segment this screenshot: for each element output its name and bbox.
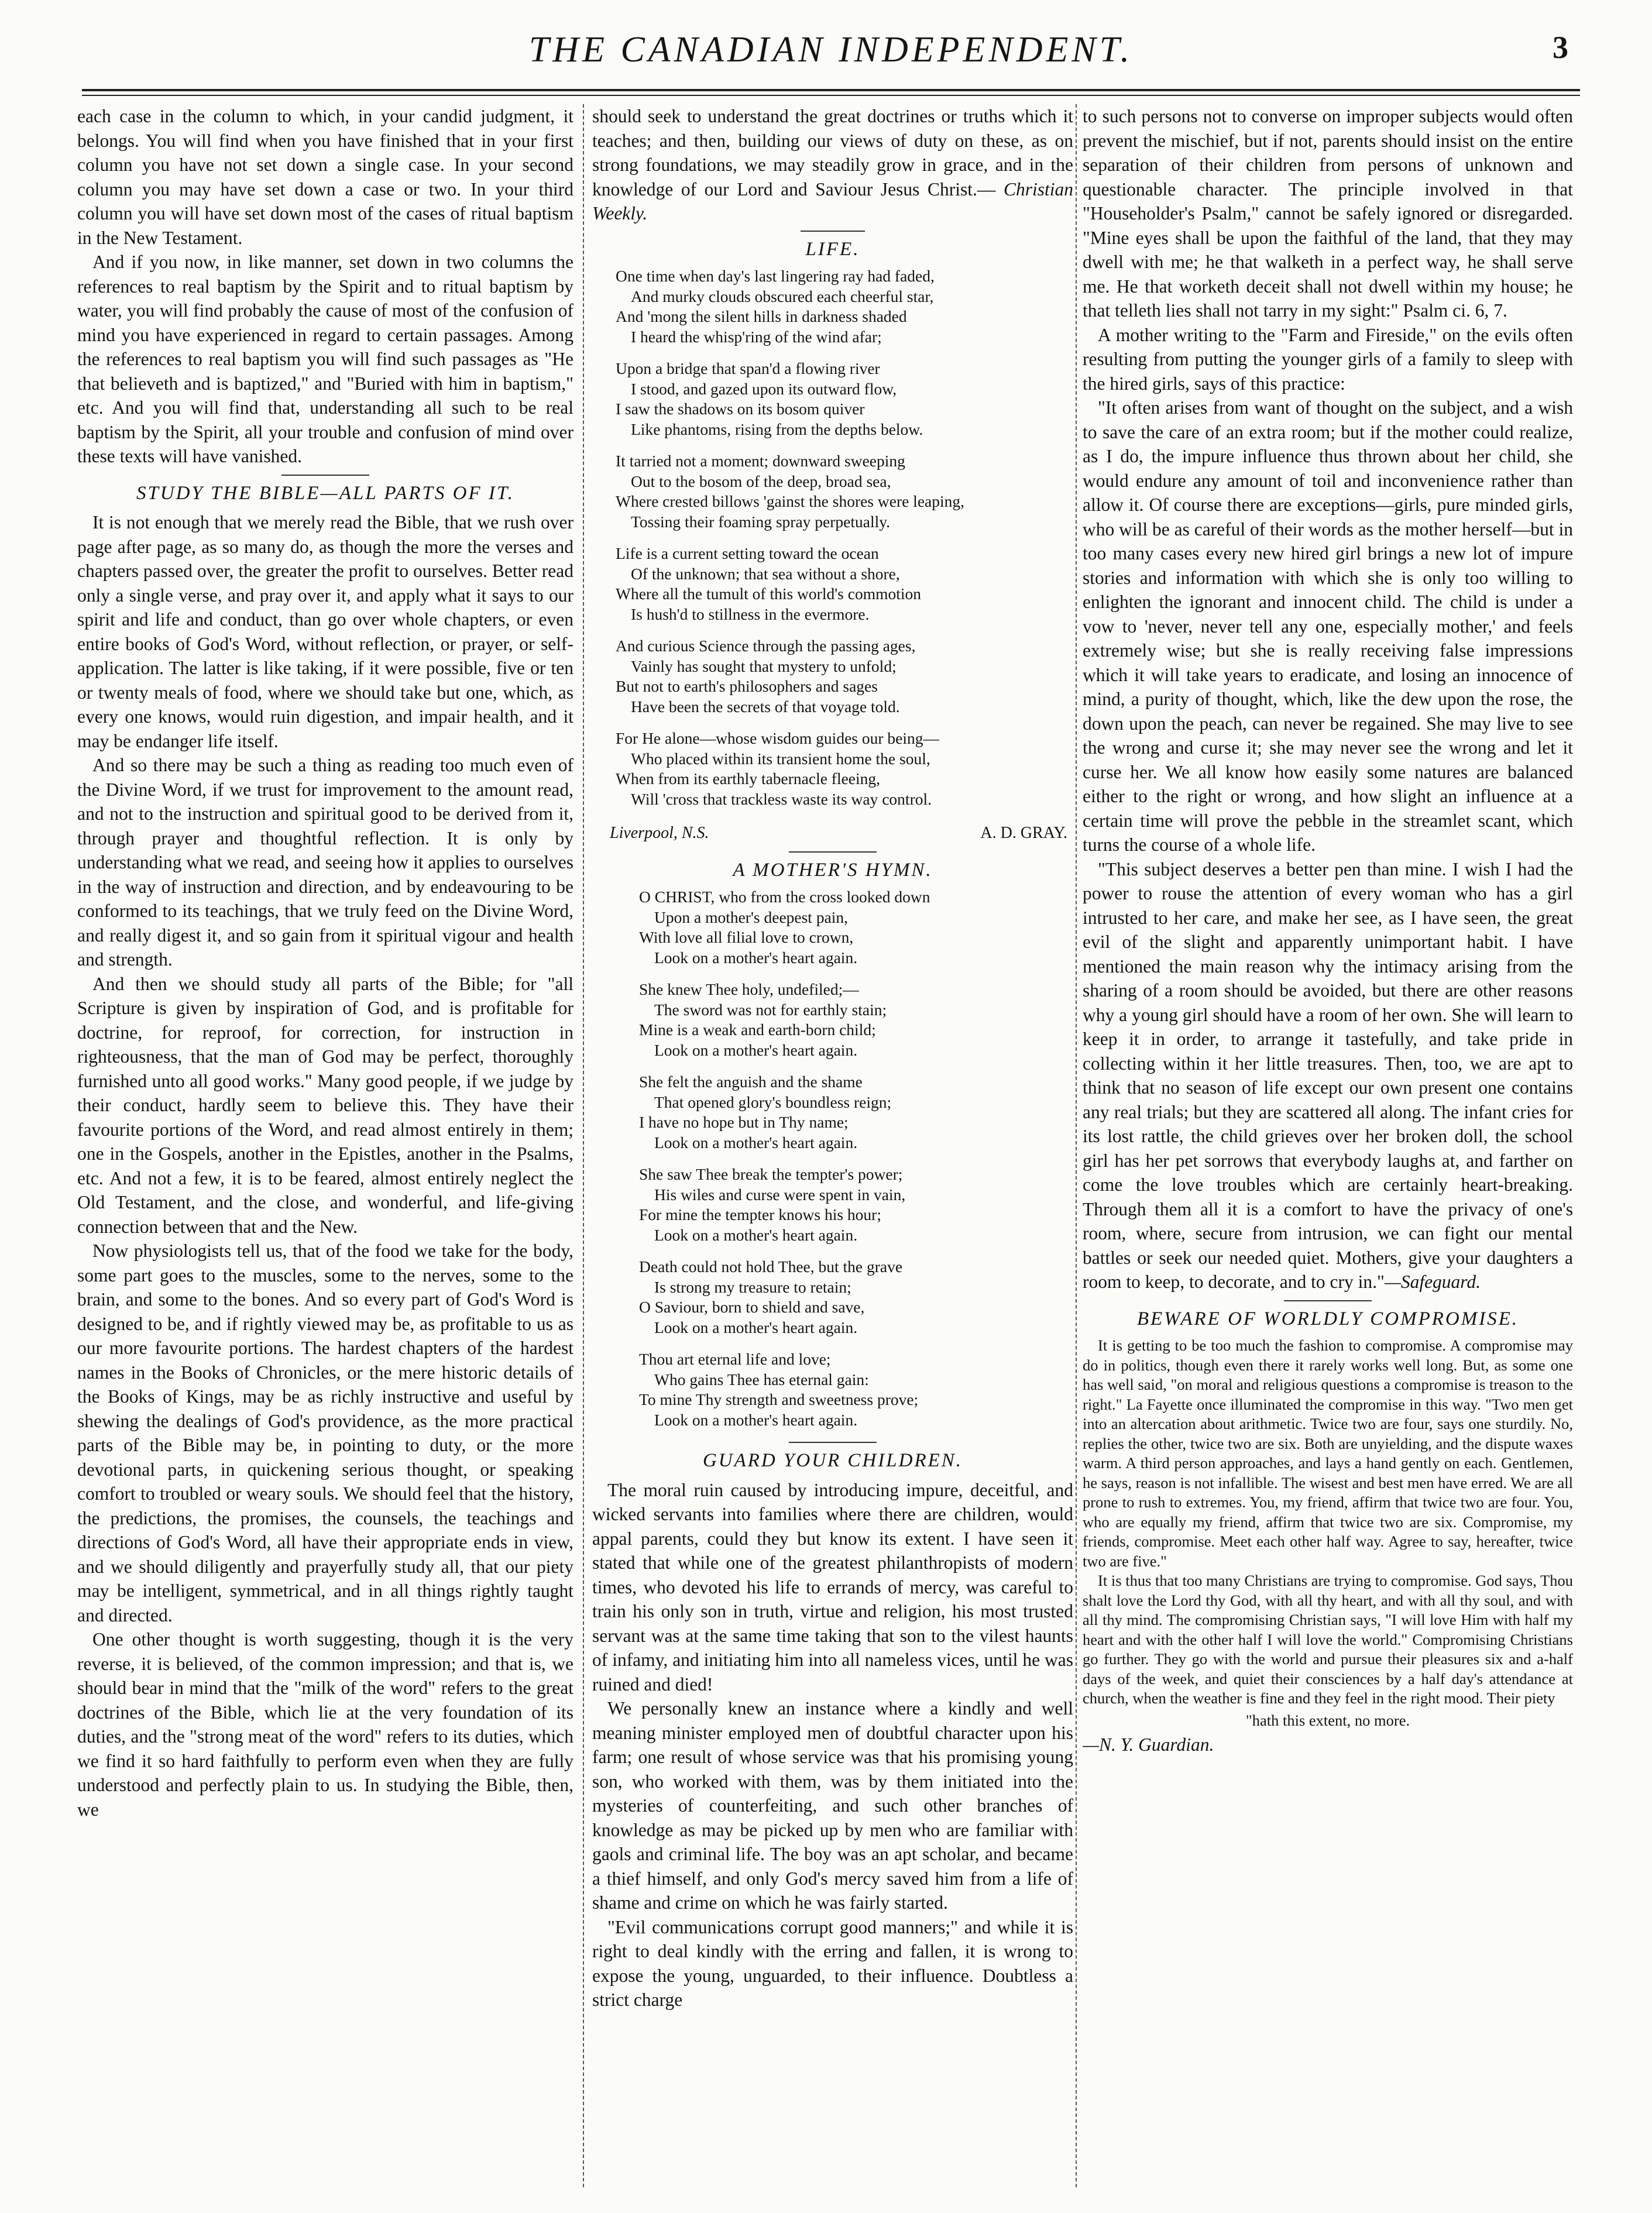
column-3 xyxy=(1083,104,1573,2187)
poem-signature xyxy=(592,821,1073,846)
verse-line: With love all filial love to crown, xyxy=(639,928,854,946)
article-heading-worldly-compromise: BEWARE OF WORLDLY COMPROMISE. xyxy=(1136,1308,1519,1329)
verse-line: She felt the anguish and the shame xyxy=(639,1073,863,1091)
verse-line: Is hush'd to stillness in the evermore. xyxy=(631,604,870,623)
paragraph xyxy=(1083,857,1573,1294)
verse-line: Look on a mother's heart again. xyxy=(654,1410,858,1429)
paragraph: The moral ruin caused by introducing impure, deceitful, and wicked servants into families where there are children, would appal parents, could they but know its extent. I have seen it stated that while one of the greatest philanthropists of modern times, who devoted his life to errands of mercy, was careful to train his only son in truth, virtue and religion, his most trusted servant was at the same time taking that son to the vilest haunts of infamy, and initiating him into all nameless vices, until he was ruined and died! xyxy=(592,1479,1073,1695)
stanza xyxy=(592,359,1073,439)
paragraph-text: "This subject deserves a better pen than mine. I wish I had the power to rouse the attention of every woman who has a girl intrusted to her care, and make her see, as I have seen, the great evil of the slight and apparently unimportant habit. I have mentioned the main reason why the intimacy arising from the sharing of a room should be avoided, but there are other reasons why a young girl should have a room of her own. She will learn to keep it in order, to arrange it tastefully, and take pride in collecting within it her little treasures. Then, too, we are apt to think that no season of life except our own present one contains any real trials; but they are scattered all along. The infant cries for its lost rattle, the child grieves over her broken doll, the school girl has her pet sorrows that everybody laughs at, and farther on come the love troubles which are certainly heart-breaking. Through them all it is a comfort to have the privacy of one's room, where, secure from intrusion, we can fight our mental battles or seek our needed quiet. Mothers, give your daughters a room to keep, to decorate, and to cry in." xyxy=(1083,858,1573,1292)
verse-line: She saw Thee break the tempter's power; xyxy=(639,1165,903,1183)
separator xyxy=(801,231,865,232)
verse-line: Look on a mother's heart again. xyxy=(654,1318,858,1336)
stanza xyxy=(592,266,1073,347)
verse-line: Thou art eternal life and love; xyxy=(639,1350,831,1368)
verse-line: And murky clouds obscured each cheerful star, xyxy=(631,287,934,305)
verse-line: I heard the whisp'ring of the wind afar; xyxy=(631,327,882,346)
paragraph: And then we should study all parts of the Bible; for "all Scripture is given by inspiration of God, and is profitable for doctrine, for reproof, for correction, for instruction in righteousness, that the man of God may be perfect, thoroughly furnished unto all good works." Many good people, if we judge by their conduct, hardly seem to believe this. They have their favourite portions of the Word, and read almost entirely in them; one in the Gospels, another in the Epistles, another in the Psalms, etc. And not a few, it is to be feared, almost entirely neglect the Old Testament, and the close, and wonderful, and life-giving connection between that and the New. xyxy=(77,973,573,1237)
paragraph: A mother writing to the "Farm and Fireside," on the evils often resulting from putting the younger girls of a family to sleep with the hired girls, says of this practice: xyxy=(1083,324,1573,394)
poem-place: Liverpool, N.S. xyxy=(610,824,709,842)
verse-line: Look on a mother's heart again. xyxy=(654,1225,858,1244)
verse-line: It tarried not a moment; downward sweeping xyxy=(616,452,905,470)
verse-line: Will 'cross that trackless waste its way control. xyxy=(631,789,932,808)
paragraph: We personally knew an instance where a kindly and well meaning minister employed men of doubtful character upon his farm; one result of whose service was that his promising young son, who worked with them, was by them initiated into the mysteries of counterfeiting, and such other branches of knowledge as may be picked up by men who are familiar with gaols and criminal life. The boy was an apt scholar, and became a thief himself, and only God's mercy saved him from a life of shame and crime on which he was fairly started. xyxy=(592,1698,1073,1913)
stanza xyxy=(592,1164,1073,1245)
verse-line: Who placed within its transient home the soul, xyxy=(631,749,930,768)
stanza xyxy=(592,1257,1073,1338)
verse-line: One time when day's last lingering ray had faded, xyxy=(616,267,935,285)
stanza xyxy=(592,1349,1073,1430)
verse-line: Is strong my treasure to retain; xyxy=(654,1277,851,1296)
column-divider xyxy=(1076,104,1077,2187)
poem-title: LIFE. xyxy=(805,238,860,260)
page-number: 3 xyxy=(1553,30,1568,65)
masthead-rule-thin xyxy=(82,95,1580,96)
paragraph: "It often arises from want of thought on the subject, and a wish to save the care of an extra room; but if the mother could realize, as I do, the impure influence thus thrown about her child, she would endure any amount of toil and inconvenience rather than allow it. Of course there are exceptions—girls, pure minded girls, who will be as careful of their words as the mother herself—but in too many cases every new hired girl brings a new lot of impure stories and information with which she is only too willing to enlighten the ignorant and innocent child. The child is under a vow to 'never, never tell any one, especially mother,' and feels extremely wise; but she is really receiving false impressions which it will take years to eradicate, and losing an innocence of mind, a purity of thought, which, like the dew upon the rose, the down upon the peach, can never be regained. She may live to see the wrong and curse it; she may never see the wrong and let it curse her. We all know how easily some natures are balanced either to the right or wrong, and how slight an influence at a certain time will prove the pebble in the streamlet scant, which turns the course of a whole life. xyxy=(1083,397,1573,855)
page-title: THE CANADIAN INDEPENDENT. xyxy=(528,30,1134,70)
paragraph: And if you now, in like manner, set down in two columns the references to real baptism by the Spirit and to ritual baptism by water, you will find probably the cause of most of the confusion of mind you have experienced in regard to certain passages. Among the references to real baptism you will find such passages as "He that believeth and is baptized," and "Buried with him in baptism," etc. And you will find that, understanding all such to be real baptism by the Spirit, all your trouble and confusion of mind over these texts will have vanished. xyxy=(77,252,573,466)
poem-life xyxy=(592,266,1073,809)
verse-line: Mine is a weak and earth-born child; xyxy=(639,1020,876,1039)
verse-line: Have been the secrets of that voyage told. xyxy=(631,697,900,716)
paragraph-text: should seek to understand the great doctrines or truths which it teaches; and then, building our views of duty on these, as on strong foundations, we may steadily grow in grace, and in the knowledge of our Lord and Saviour Jesus Christ. xyxy=(592,106,1073,200)
verse-line: Look on a mother's heart again. xyxy=(654,1133,858,1152)
verse-line: Life is a current setting toward the ocean xyxy=(616,544,879,562)
poem-author: A. D. GRAY. xyxy=(980,824,1067,842)
separator xyxy=(1284,1300,1372,1301)
quotation-line: "hath this extent, no more. xyxy=(1245,1711,1410,1729)
paragraph: "Evil communications corrupt good manners;" and while it is right to deal kindly with the erring and fallen, it is wrong to expose the young, unguarded, to their influence. Doubtless a strict charge xyxy=(592,1916,1073,2010)
paragraph: And so there may be such a thing as reading too much even of the Divine Word, if we trust for improvement to the amount read, and not to the instruction and spiritual good to be derived from it, through prayer and thoughtful reflection. It is only by understanding what we read, and seeing how it applies to ourselves in the way of instruction and direction, and by endeavouring to be conformed to its teachings, that we truly feed on the Divine Word, and really digest it, and so gain from it spiritual vigour and health and strength. xyxy=(77,755,573,970)
verse-line: O Saviour, born to shield and save, xyxy=(639,1298,865,1316)
source-credit: —Safeguard. xyxy=(1384,1272,1481,1292)
separator xyxy=(789,851,877,853)
verse-line: Upon a bridge that span'd a flowing river xyxy=(616,359,880,377)
paragraph: each case in the column to which, in your candid judgment, it belongs. You will find when you have finished that in your first column you have not set down a single case. In your second column you may have set down a case or two. In your third column you will have set down most of the cases of ritual baptism in the New Testament. xyxy=(77,106,573,248)
verse-line: But not to earth's philosophers and sages xyxy=(616,677,878,695)
stanza xyxy=(592,636,1073,717)
masthead xyxy=(82,25,1580,83)
verse-line: Look on a mother's heart again. xyxy=(654,1040,858,1059)
verse-line: O CHRIST, who from the cross looked down xyxy=(639,888,930,906)
paragraph: It is getting to be too much the fashion to compromise. A compromise may do in politics, though even there it rarely works well long. But, as some one has well said, "on moral and religious questions a compromise is treason to the right." La Fayette once illuminated the compromise in this way. "Two men get into an altercation about arithmetic. Twice two are four, says one sturdily. No, replies the other, twice two are six. Both are unyielding, and the dispute waxes warm. A third person approaches, and lays a hand gently on each. Gentlemen, he says, reason is not infallible. The wisest and best men have erred. We are all prone to rush to extremes. You, my friend, affirm that twice two are four. You, who are equally my friend, affirm that twice two are six. Compromise, my friends, compromise. Meet each other half way. Agree to say, hereafter, twice two are five." xyxy=(1083,1336,1573,1570)
verse-line: The sword was not for earthly stain; xyxy=(654,1000,887,1019)
verse-line: For mine the tempter knows his hour; xyxy=(639,1205,881,1224)
verse-line: I have no hope but in Thy name; xyxy=(639,1113,849,1131)
verse-line: Where all the tumult of this world's commotion xyxy=(616,585,922,603)
verse-line: Upon a mother's deepest pain, xyxy=(654,908,849,926)
verse-line: Out to the bosom of the deep, broad sea, xyxy=(631,472,891,490)
verse-line: She knew Thee holy, undefiled;— xyxy=(639,980,859,998)
source-credit: Christian Weekly. xyxy=(592,178,1073,224)
paragraph: should seek to understand the great doctrines or truths which it teaches; and then, building our views of duty on these, as on strong foundations, we may steadily grow in grace, and in the knowledge of our Lord and Saviour Jesus Christ.— Christian Weekly. xyxy=(592,106,1073,224)
compromise-article xyxy=(1083,1336,1573,1757)
verse-line: Death could not hold Thee, but the grave xyxy=(639,1257,903,1276)
hymn-mothers xyxy=(592,887,1073,1430)
column-2 xyxy=(592,104,1073,2187)
verse-line: To mine Thy strength and sweetness prove; xyxy=(639,1390,919,1408)
separator xyxy=(789,1442,877,1443)
hymn-title: A MOTHER'S HYMN. xyxy=(733,859,933,881)
verse-line: Look on a mother's heart again. xyxy=(654,948,858,967)
verse-line: I stood, and gazed upon its outward flow, xyxy=(631,379,897,398)
verse-line: And 'mong the silent hills in darkness shaded xyxy=(616,307,907,325)
verse-line: And curious Science through the passing ages, xyxy=(616,637,916,655)
paragraph: It is thus that too many Christians are trying to compromise. God says, Thou shalt love the Lord thy God, with all thy heart, and with all thy soul, and with all thy mind. The compromising Christian says, "I will love Him with half my heart and with the other half I will love the world." Compromising Christians go further. They go with the world and pursue their pleasures six and a-half days of the week, and quiet their consciences by a half day's attendance at church, when the weather is fine and they feel in the right mood. Their piety xyxy=(1083,1572,1573,1707)
verse-line: Like phantoms, rising from the depths below. xyxy=(631,420,923,438)
paragraph: It is not enough that we merely read the Bible, that we rush over page after page, as so many do, as though the more the verses and chapters passed over, the greater the profit to ourselves. Better read only a single verse, and pray over it, and apply what it says to our spirit and life and conduct, than go over whole chapters, or even entire books of God's Word, without reflection, or prayer, or self-application. The latter is like taking, if it were possible, five or ten or twenty meals of food, where we should take but one, which, as every one knows, would ruin digestion, and impair health, and it may be endanger life itself. xyxy=(77,512,573,751)
verse-line: Where crested billows 'gainst the shores were leaping, xyxy=(616,492,965,510)
masthead-rule-thick xyxy=(82,89,1580,91)
verse-line: Who gains Thee has eternal gain: xyxy=(654,1370,869,1389)
stanza xyxy=(592,1072,1073,1153)
verse-line: When from its earthly tabernacle fleeing, xyxy=(616,769,881,788)
verse-line: Tossing their foaming spray perpetually. xyxy=(631,512,891,531)
source-credit: —N. Y. Guardian. xyxy=(1083,1734,1214,1755)
verse-line: For He alone—whose wisdom guides our being— xyxy=(616,729,939,747)
paragraph: One other thought is worth suggesting, though it is the very reverse, it is believed, of the common impression; and that is, we should bear in mind that the "milk of the word" refers to the great doctrines of the Bible, which lie at the very foundation of its duties, and the "strong meat of the word" refers to its duties, which we find it so hard faithfully to perform even when they are fully understood and perfectly plain to us. In studying the Bible, then, we xyxy=(77,1629,573,1820)
column-1 xyxy=(77,104,573,2187)
article-heading-guard-children: GUARD YOUR CHILDREN. xyxy=(702,1450,963,1471)
verse-line: That opened glory's boundless reign; xyxy=(654,1092,892,1111)
paragraph: Now physiologists tell us, that of the food we take for the body, some part goes to the muscles, some to the nerves, some to the brain, and some to the bones. And so every part of God's Word is designed to be, and if rightly viewed may be, as profitable to us as our more favourite portions. The hardest chapters of the hardest names in the Books of Chronicles, or the mere historic details of the Books of Kings, may be as richly instructive and useful by shewing the dealings of God's providence, as the more practical parts of the Bible may be, in pointing to duty, or the more devotional parts, in quickening serious thought, or speaking comfort to troubled or weary souls. We should feel that the history, the predictions, the promises, the counsels, the teachings and directions of God's Word, all have their appropriate ends in view, and we should diligently and prayerfully study all, that our piety may be intelligent, symmetrical, and in all things rightly taught and directed. xyxy=(77,1240,573,1626)
paragraph: to such persons not to converse on improper subjects would often prevent the mischief, but if not, parents should insist on the entire separation of their children from persons of unknown and questionable character. The principle involved in that "Householder's Psalm," cannot be safely ignored or disregarded. "Mine eyes shall be upon the faithful of the land, that they may dwell with me; he that walketh in a perfect way, he shall serve me. He that worketh deceit shall not dwell within my house; he that telleth lies shall not tarry in my sight:" Psalm ci. 6, 7. xyxy=(1083,106,1573,321)
verse-line: I saw the shadows on its bosom quiver xyxy=(616,400,865,418)
separator xyxy=(281,475,369,476)
stanza xyxy=(592,887,1073,968)
column-divider xyxy=(583,104,584,2187)
stanza xyxy=(592,544,1073,624)
stanza xyxy=(592,728,1073,809)
verse-line: His wiles and curse were spent in vain, xyxy=(654,1185,906,1204)
stanza xyxy=(592,980,1073,1060)
article-heading-study-bible: STUDY THE BIBLE—ALL PARTS OF IT. xyxy=(136,482,515,504)
verse-line: Of the unknown; that sea without a shore, xyxy=(631,564,900,583)
verse-line: Vainly has sought that mystery to unfold; xyxy=(631,657,897,675)
stanza xyxy=(592,451,1073,532)
